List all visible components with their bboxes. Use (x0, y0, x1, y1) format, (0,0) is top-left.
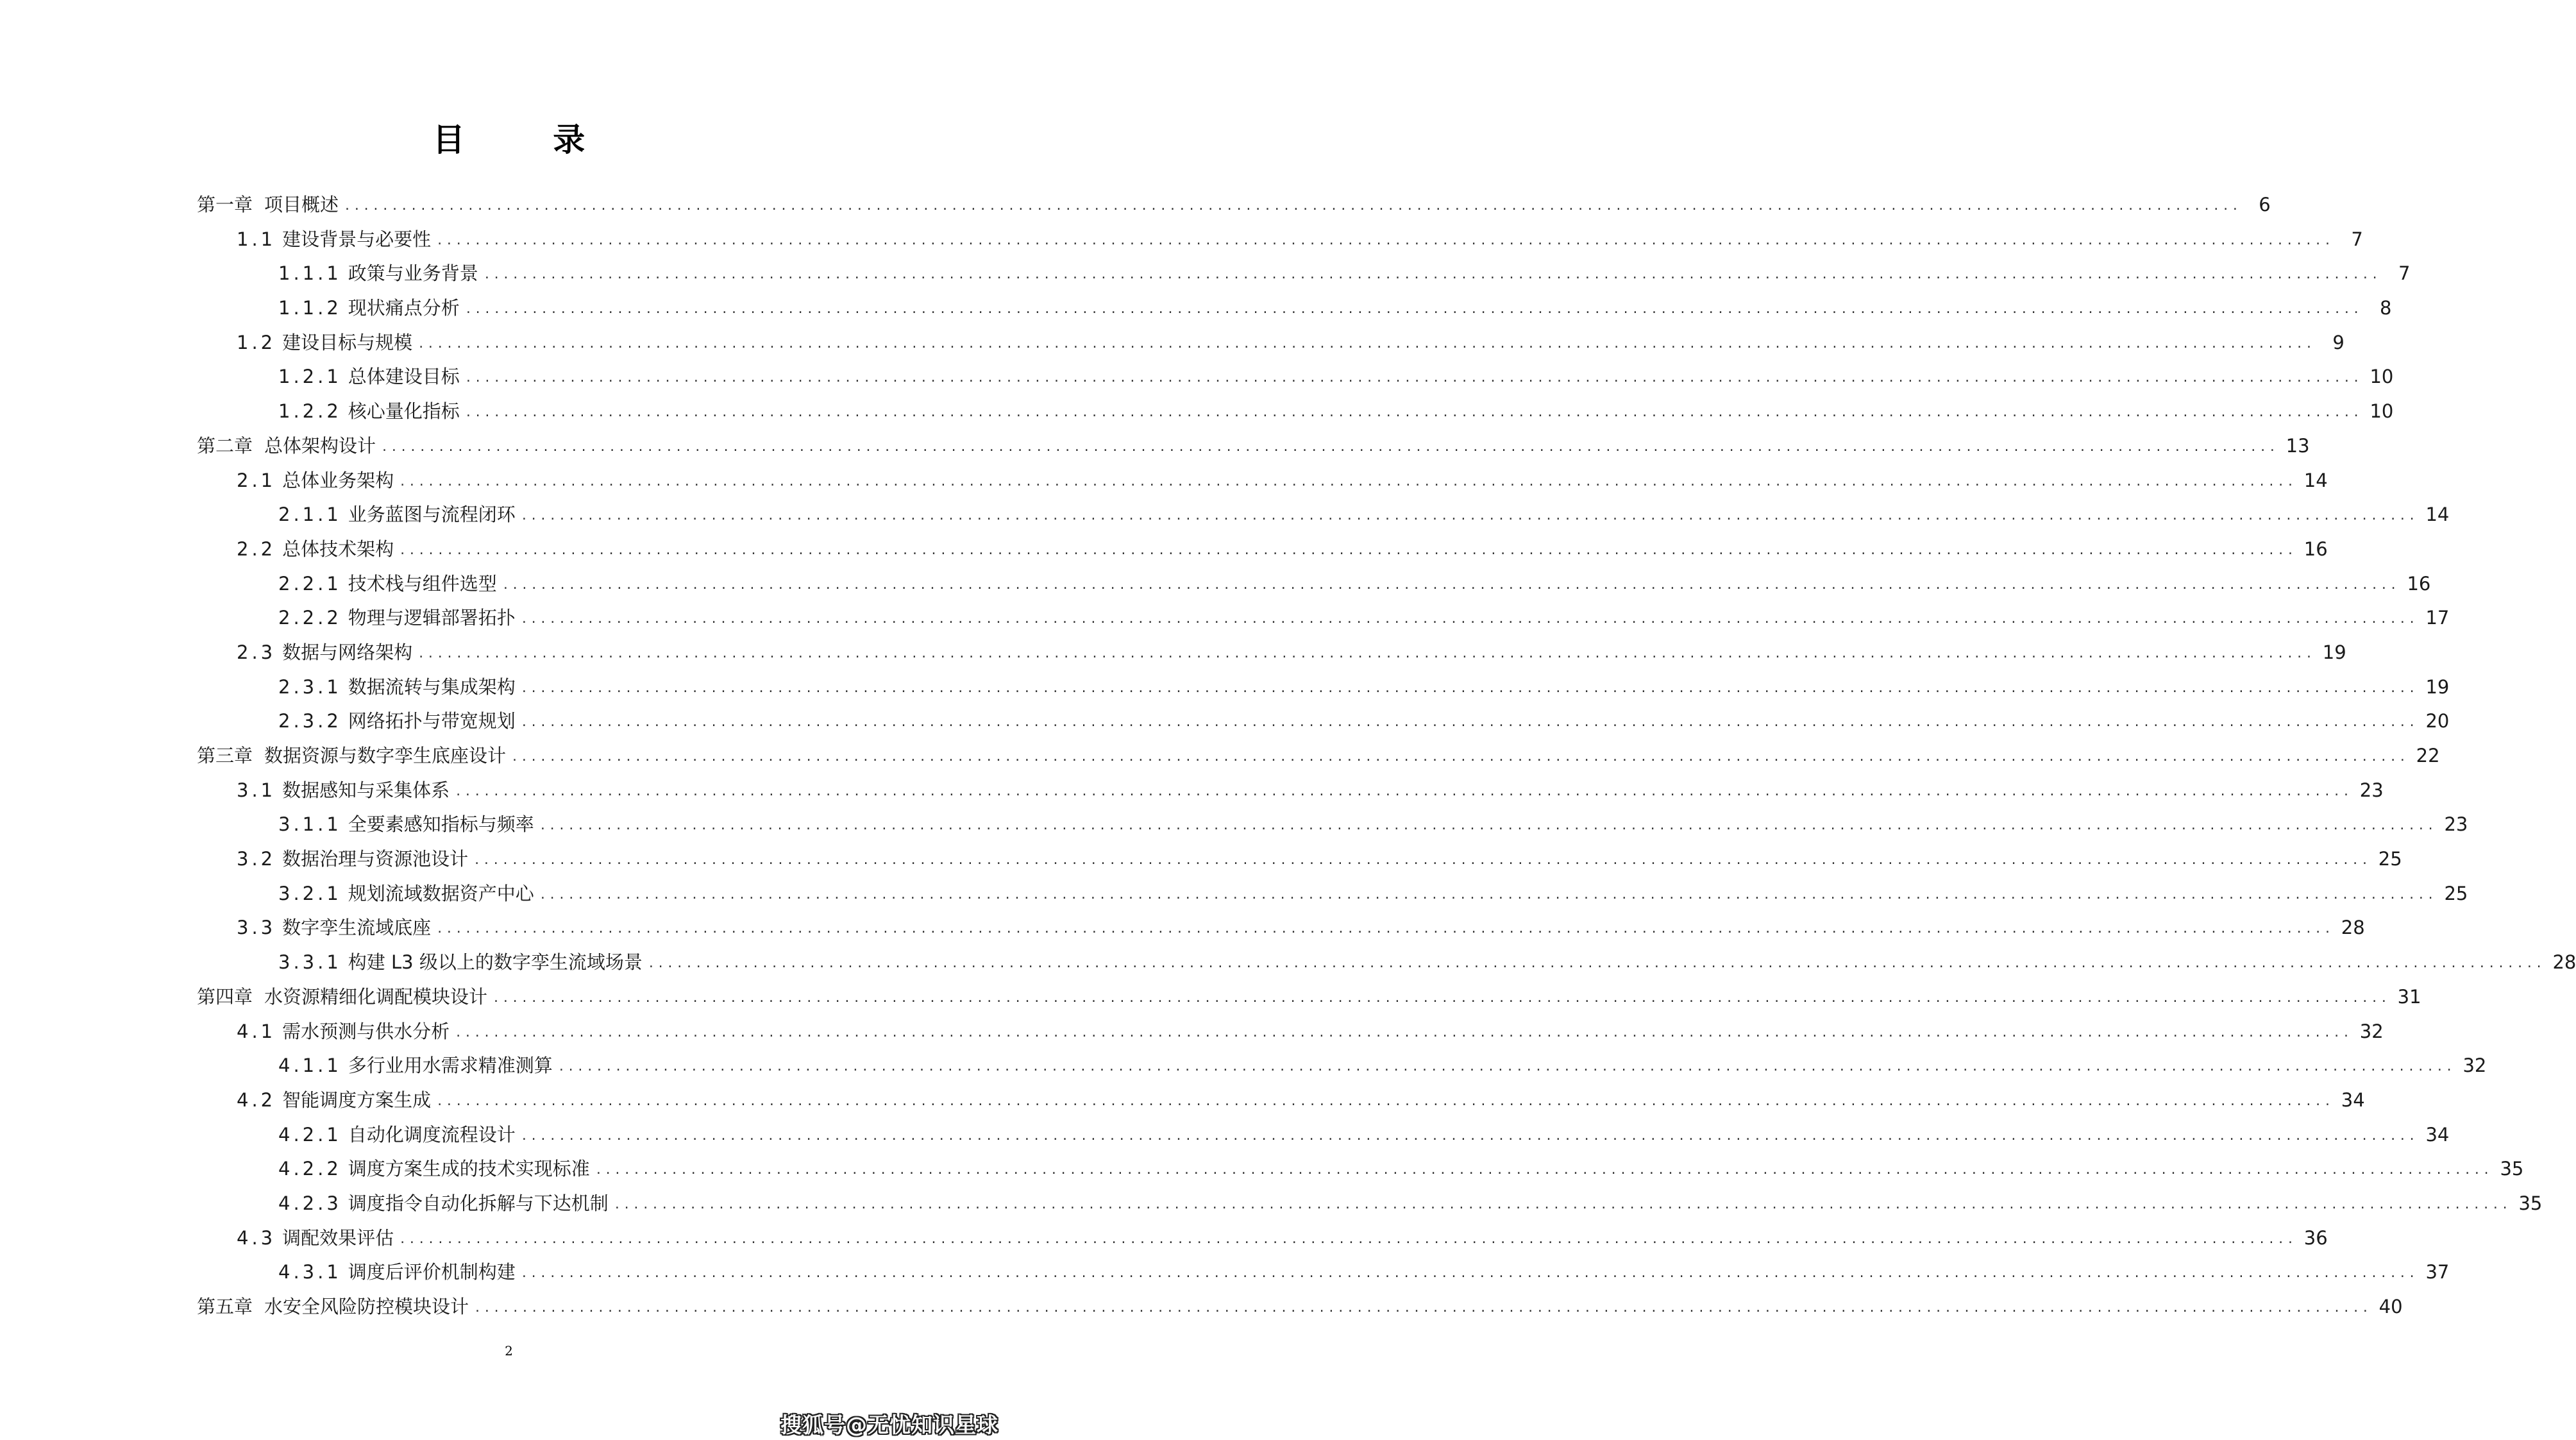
toc-entry-number: 1.2 (237, 331, 276, 353)
toc-entry-title: 网络拓扑与带宽规划 (348, 710, 516, 733)
toc-entry-1-2-2[interactable] (197, 394, 2394, 429)
page-number: 2 (505, 1343, 513, 1359)
toc-entry-page: 37 (2425, 1261, 2450, 1283)
toc-dot-leader: ........................................................................................................................................................................................................ (540, 817, 2438, 834)
toc-entry-title: 调配效果评估 (282, 1226, 394, 1249)
toc-entry-number: 3.3.1 (278, 951, 342, 974)
toc-entry-2-2[interactable] (197, 532, 2328, 567)
toc-entry-title: 多行业用水需求精准测算 (348, 1055, 553, 1077)
toc-entry-page: 23 (2359, 779, 2384, 801)
toc-entry-page: 14 (2425, 504, 2450, 526)
toc-entry-title: 水资源精细化调配模块设计 (264, 985, 488, 1008)
toc-dot-leader: ........................................................................................................................................................................................................ (400, 1230, 2298, 1247)
toc-dot-leader: ........................................................................................................................................................................................................ (559, 1058, 2457, 1075)
toc-entry-number: 4.3.1 (278, 1261, 342, 1283)
toc-entry-3-2[interactable] (197, 842, 2402, 877)
toc-entry-2-1[interactable] (197, 464, 2328, 498)
toc-entry-page: 32 (2359, 1020, 2384, 1042)
toc-dot-leader: ........................................................................................................................................................................................................ (475, 1300, 2373, 1316)
toc-dot-leader: ........................................................................................................................................................................................................ (437, 232, 2335, 248)
toc-dot-leader: ........................................................................................................................................................................................................ (345, 198, 2243, 214)
toc-entry-page: 16 (2303, 538, 2328, 560)
toc-entry-number: 4.2 (237, 1088, 276, 1111)
toc-entry-page: 7 (2398, 262, 2411, 285)
toc-entry-number: 2.1 (237, 469, 276, 491)
toc-entry-number: 3.3 (237, 917, 276, 939)
toc-entry-number: 2.3 (237, 641, 276, 663)
toc-entry-number: 4.1.1 (278, 1055, 342, 1077)
toc-entry-number: 1.1 (237, 228, 276, 250)
toc-dot-leader: ........................................................................................................................................................................................................ (494, 989, 2391, 1006)
toc-dot-leader: ........................................................................................................................................................................................................ (484, 266, 2382, 283)
toc-entry-title: 技术栈与组件选型 (348, 572, 497, 595)
toc-entry-page: 25 (2444, 882, 2468, 904)
toc-entry-page: 8 (2380, 297, 2392, 319)
toc-entry-1-1-1[interactable] (197, 257, 2411, 291)
toc-entry-page: 7 (2351, 228, 2363, 250)
toc-dot-leader: ........................................................................................................................................................................................................ (466, 301, 2364, 318)
toc-dot-leader: ........................................................................................................................................................................................................ (456, 783, 2353, 799)
toc-entry-2-3-2[interactable] (197, 704, 2450, 739)
toc-entry-number: 2.3.2 (278, 710, 342, 733)
toc-entry-title: 需水预测与供水分析 (282, 1020, 450, 1042)
toc-entry-number: 第一章 (197, 194, 253, 216)
toc-dot-leader: ........................................................................................................................................................................................................ (382, 438, 2280, 455)
toc-dot-leader: ........................................................................................................................................................................................................ (466, 369, 2364, 386)
toc-entry-page: 10 (2370, 366, 2394, 388)
toc-entry-4-2-3[interactable] (197, 1187, 2543, 1221)
toc-entry-page: 20 (2425, 710, 2450, 733)
toc-entry-第二章[interactable] (197, 429, 2310, 464)
toc-entry-2-3-1[interactable] (197, 670, 2450, 705)
toc-entry-page: 10 (2370, 400, 2394, 423)
toc-entry-number: 2.1.1 (278, 504, 342, 526)
toc-entry-number: 2.3.1 (278, 675, 342, 698)
toc-entry-4-2[interactable] (197, 1083, 2365, 1118)
toc-dot-leader: ........................................................................................................................................................................................................ (596, 1162, 2494, 1178)
toc-entry-number: 3.1.1 (278, 813, 342, 836)
toc-dot-leader: ........................................................................................................................................................................................................ (521, 679, 2420, 696)
toc-entry-1-1[interactable] (197, 223, 2363, 257)
toc-entry-4-1-1[interactable] (197, 1049, 2487, 1083)
toc-dot-leader: ........................................................................................................................................................................................................ (475, 852, 2372, 868)
toc-entry-title: 物理与逻辑部署拓扑 (348, 607, 516, 629)
toc-entry-title: 项目概述 (264, 194, 339, 216)
toc-entry-page: 9 (2332, 331, 2344, 353)
toc-entry-number: 4.2.2 (278, 1158, 342, 1180)
toc-entry-number: 2.2.2 (278, 607, 342, 629)
watermark: 搜狐号@无忧知识星球 (780, 1412, 998, 1437)
toc-dot-leader: ........................................................................................................................................................................................................ (521, 714, 2420, 731)
toc-entry-1-2-1[interactable] (197, 360, 2394, 394)
toc-entry-number: 1.2.1 (278, 366, 342, 388)
toc-entry-title: 构建 L3 级以上的数字孪生流域场景 (348, 951, 643, 974)
toc-dot-leader: ........................................................................................................................................................................................................ (648, 955, 2547, 972)
toc-entry-title: 总体业务架构 (282, 469, 394, 491)
toc-entry-title: 建设背景与必要性 (282, 228, 432, 250)
toc-dot-leader: ........................................................................................................................................................................................................ (400, 473, 2298, 489)
toc-entry-3-1[interactable] (197, 774, 2384, 808)
toc-entry-4-2-1[interactable] (197, 1118, 2450, 1153)
toc-entry-2-2-2[interactable] (197, 601, 2450, 636)
toc-entry-title: 调度方案生成的技术实现标准 (348, 1158, 590, 1180)
toc-entry-number: 3.1 (237, 779, 276, 801)
toc-entry-3-1-1[interactable] (197, 808, 2468, 842)
toc-entry-page: 36 (2303, 1226, 2328, 1249)
toc-dot-leader: ........................................................................................................................................................................................................ (614, 1196, 2513, 1212)
toc-dot-leader: ........................................................................................................................................................................................................ (503, 576, 2401, 593)
toc-entry-number: 第五章 (197, 1296, 253, 1317)
toc-entry-number: 1.2.2 (278, 400, 342, 423)
toc-entry-2-1-1[interactable] (197, 498, 2450, 532)
toc-entry-page: 16 (2407, 572, 2431, 595)
toc-dot-leader: ........................................................................................................................................................................................................ (540, 886, 2438, 902)
toc-entry-3-2-1[interactable] (197, 877, 2468, 911)
toc-entry-title: 现状痛点分析 (348, 297, 460, 319)
toc-entry-第五章[interactable] (197, 1290, 2403, 1325)
toc-entry-number: 1.1.1 (278, 262, 342, 285)
toc-entry-number: 2.2 (237, 538, 276, 560)
toc-dot-leader: ........................................................................................................................................................................................................ (437, 1092, 2335, 1109)
toc-dot-leader: ........................................................................................................................................................................................................ (521, 507, 2420, 524)
toc-dot-leader: ........................................................................................................................................................................................................ (419, 645, 2316, 661)
toc-entry-number: 3.2.1 (278, 882, 342, 904)
toc-dot-leader: ........................................................................................................................................................................................................ (456, 1024, 2353, 1040)
toc-entry-title: 自动化调度流程设计 (348, 1123, 516, 1146)
toc-entry-page: 14 (2303, 469, 2328, 491)
toc-entry-title: 规划流域数据资产中心 (348, 882, 534, 904)
toc-entry-title: 数据流转与集成架构 (348, 675, 516, 698)
toc-entry-title: 建设目标与规模 (282, 331, 413, 353)
toc-entry-1-1-2[interactable] (197, 291, 2392, 326)
toc-entry-number: 1.1.2 (278, 297, 342, 319)
toc-entry-page: 19 (2425, 675, 2450, 698)
toc-dot-leader: ........................................................................................................................................................................................................ (437, 920, 2335, 937)
toc-entry-3-3-1[interactable] (197, 945, 2576, 980)
toc-entry-page: 28 (2552, 951, 2576, 974)
toc-dot-leader: ........................................................................................................................................................................................................ (521, 1127, 2420, 1144)
toc-entry-page: 32 (2462, 1055, 2487, 1077)
toc-entry-number: 2.2.1 (278, 572, 342, 595)
toc-entry-1-2[interactable] (197, 326, 2344, 360)
toc-entry-page: 28 (2341, 917, 2365, 939)
toc-entry-title: 数据资源与数字孪生底座设计 (264, 745, 507, 767)
toc-entry-title: 调度指令自动化拆解与下达机制 (348, 1192, 609, 1214)
toc-entry-page: 34 (2341, 1088, 2365, 1111)
toc-entry-title: 数据治理与资源池设计 (282, 848, 469, 870)
toc-dot-leader: ........................................................................................................................................................................................................ (512, 749, 2410, 765)
toc-dot-leader: ........................................................................................................................................................................................................ (521, 1265, 2420, 1282)
toc-entry-2-3[interactable] (197, 636, 2346, 670)
toc-entry-number: 4.1 (237, 1020, 276, 1042)
toc-entry-page: 31 (2397, 985, 2421, 1008)
toc-entry-第四章[interactable] (197, 980, 2421, 1015)
toc-entry-number: 第三章 (197, 745, 253, 767)
toc-entry-title: 业务蓝图与流程闭环 (348, 504, 516, 526)
toc-entry-4-2-2[interactable] (197, 1152, 2524, 1187)
toc-entry-4-3[interactable] (197, 1221, 2328, 1256)
toc-entry-4-1[interactable] (197, 1015, 2384, 1049)
toc-entry-4-3-1[interactable] (197, 1255, 2450, 1290)
toc-dot-leader: ........................................................................................................................................................................................................ (400, 541, 2298, 558)
toc-entry-第三章[interactable] (197, 739, 2440, 774)
toc-entry-title: 总体架构设计 (264, 434, 376, 457)
toc-entry-page: 25 (2378, 848, 2402, 870)
toc-entry-title: 核心量化指标 (348, 400, 460, 423)
page-title: 目 录 (432, 121, 624, 158)
toc-entry-title: 数据感知与采集体系 (282, 779, 450, 801)
toc-entry-page: 17 (2425, 607, 2450, 629)
toc-entry-title: 水安全风险防控模块设计 (264, 1296, 469, 1317)
toc-entry-title: 全要素感知指标与频率 (348, 813, 534, 836)
toc-dot-leader: ........................................................................................................................................................................................................ (521, 611, 2420, 627)
toc-entry-number: 3.2 (237, 848, 276, 870)
toc-entry-title: 总体建设目标 (348, 366, 460, 388)
table-of-contents (197, 188, 2576, 1325)
toc-dot-leader: ........................................................................................................................................................................................................ (419, 335, 2316, 352)
toc-entry-number: 4.2.1 (278, 1123, 342, 1146)
toc-entry-number: 第二章 (197, 434, 253, 457)
toc-entry-number: 第四章 (197, 985, 253, 1008)
toc-entry-page: 40 (2378, 1296, 2403, 1317)
toc-entry-page: 13 (2286, 434, 2310, 457)
toc-entry-title: 数字孪生流域底座 (282, 917, 432, 939)
toc-entry-第一章[interactable] (197, 188, 2271, 223)
toc-entry-page: 35 (2518, 1192, 2543, 1214)
toc-entry-3-3[interactable] (197, 911, 2365, 945)
toc-entry-title: 数据与网络架构 (282, 641, 413, 663)
toc-entry-page: 22 (2416, 745, 2440, 767)
toc-entry-2-2-1[interactable] (197, 567, 2431, 602)
toc-entry-page: 23 (2444, 813, 2468, 836)
toc-entry-page: 35 (2500, 1158, 2524, 1180)
toc-entry-title: 调度后评价机制构建 (348, 1261, 516, 1283)
toc-entry-title: 智能调度方案生成 (282, 1088, 432, 1111)
toc-entry-page: 19 (2322, 641, 2346, 663)
toc-entry-title: 政策与业务背景 (348, 262, 478, 285)
toc-entry-page: 34 (2425, 1123, 2450, 1146)
toc-entry-number: 4.3 (237, 1226, 276, 1249)
toc-entry-title: 总体技术架构 (282, 538, 394, 560)
toc-dot-leader: ........................................................................................................................................................................................................ (466, 404, 2364, 421)
toc-entry-number: 4.2.3 (278, 1192, 342, 1214)
toc-entry-page: 6 (2259, 194, 2271, 216)
